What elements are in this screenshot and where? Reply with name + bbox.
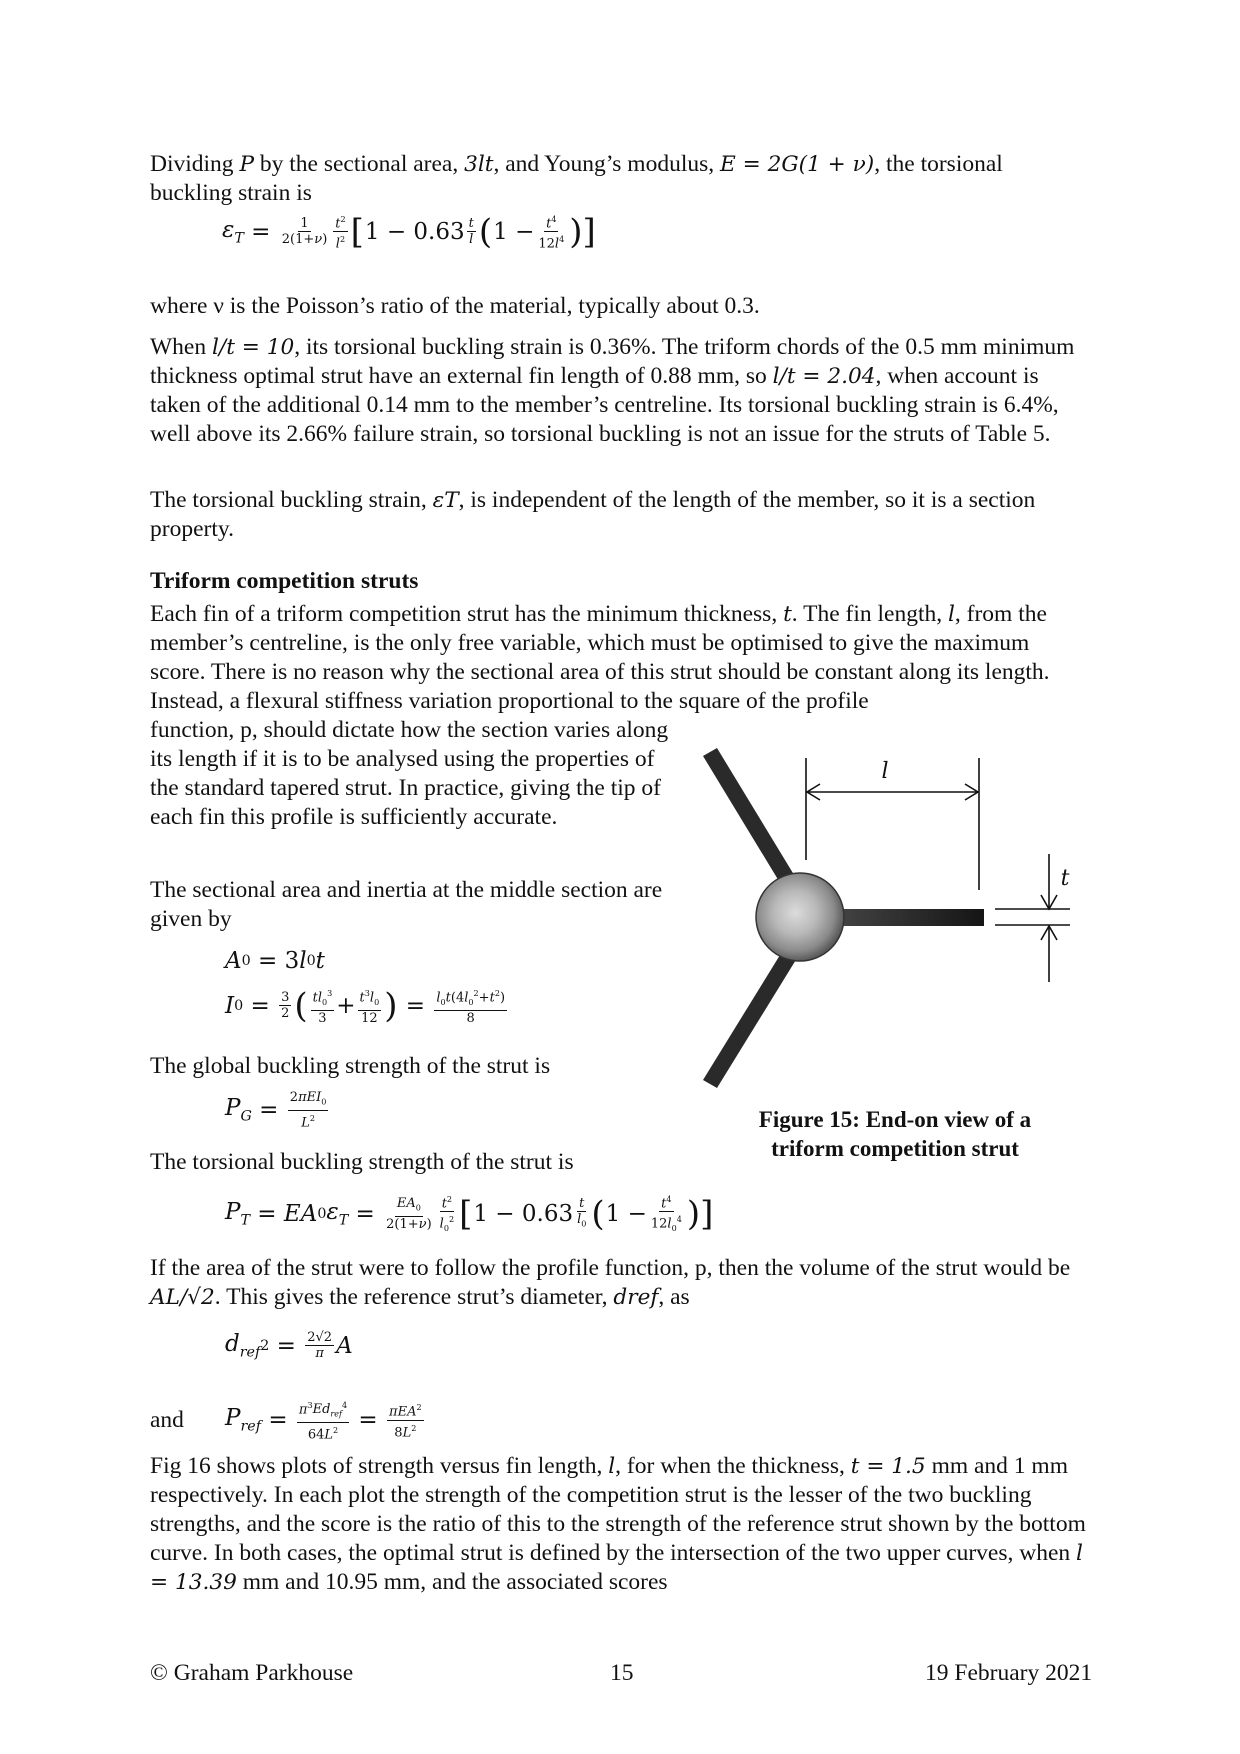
footer-author: © Graham Parkhouse — [150, 1660, 354, 1686]
text: , is independent of the length of the member, so it is a section property. — [150, 487, 1036, 542]
caption-line-1: Figure 15: End-on view of a — [758, 1107, 1032, 1132]
paragraph-section-property — [150, 486, 1090, 544]
equation-I0: I 0 = $\frac{3}{2}$ ( $\frac{tl_0^3}{3}$ + $\frac{t^3l_0}{12}$ ) = $\frac{l_0t(4l_0^2+t^2)}{8}$ — [225, 985, 506, 1026]
math-inline: l = 13.39 — [150, 1541, 1083, 1595]
equation-torsional-strain: $\varepsilon_T$ = $\frac{1}{2(1+\nu)}$ $\frac{t^2}{l^2}$ [ 1 − 0.63 $\frac{t}{l}$ ( 1 − $\frac{t^4}{12l^4}$ )] — [222, 211, 596, 252]
text: Dividing — [150, 151, 240, 177]
text: Each fin of a triform competition strut has the minimum thickness, — [150, 601, 784, 627]
equation-PG: $P_G$ = $\frac{2\pi EI_0}{L^2}$ — [225, 1090, 327, 1130]
math-inline: E = 2G(1 + ν) — [720, 152, 875, 177]
triform-strut-diagram — [680, 720, 1100, 1100]
paragraph-global-buckling: The global buckling strength of the strut is — [150, 1053, 551, 1079]
text: Fig 16 shows plots of strength versus fin length, — [150, 1453, 609, 1479]
math-inline: AL/√2 — [150, 1285, 215, 1310]
math-inline: 3lt — [464, 152, 494, 177]
figure-caption — [740, 1105, 1050, 1163]
text: , and Young’s modulus, — [493, 151, 720, 177]
equation-Pref: and $P_{ref}$ = $\frac{\pi^3Ed_{ref}^4}{64L^2}$ = $\frac{\pi EA^2}{8L^2}$ — [150, 1398, 426, 1442]
text: , its torsional buckling strain is 0.36%. The triform chords of the 0.5 mm minimum thickness optimal strut have an external fin length of 0.88 mm, so — [150, 334, 1075, 389]
text: mm and 10.95 mm, and the associated scores — [236, 1569, 668, 1595]
paragraph-triform-intro — [150, 600, 1090, 716]
text: The torsional buckling strain, — [150, 487, 433, 513]
paragraph-poisson: where ν is the Poisson’s ratio of the material, typically about 0.3. — [150, 293, 760, 319]
paragraph-torsional-buckling: The torsional buckling strength of the strut is — [150, 1149, 574, 1175]
math-inline: εT — [432, 488, 459, 513]
text: , as — [658, 1284, 690, 1310]
and-label: and — [150, 1406, 184, 1433]
paragraph-sectional-area: The sectional area and inertia at the middle section are given by — [150, 877, 663, 932]
math-inline: P — [239, 152, 254, 177]
label-t: t — [1060, 866, 1070, 891]
fin-upper-left — [703, 748, 802, 896]
equation-A0: A 0 = 3 l 0 t — [225, 948, 325, 974]
fin-right — [835, 909, 984, 926]
text: , from the member’s centreline, is the only free variable, which must be optimised to give the maximum score. There is no reason why the sectional area of this strut should be constant along its length. Instead, a flexural stiffness variation proportional to the square of the profile — [150, 601, 1050, 714]
paragraph-fig16 — [150, 1452, 1090, 1597]
paragraph-lt-ratio — [150, 333, 1090, 449]
text: , when account is taken of the additional 0.14 mm to the member’s centreline. Its torsional buckling strain is 6.4%, well above its 2.66% failure strain, so torsional buckling is not an issue for the struts of Table 5. — [150, 363, 1059, 447]
hub-circle — [756, 873, 844, 961]
text: . The fin length, — [791, 601, 948, 627]
equation-PT: $P_T$ = EA 0 $\varepsilon_T$ = $\frac{EA_0}{2(1+\nu)}$ $\frac{t^2}{l_0^2}$ [ 1 − 0.63 $\frac{t}{l_0}$ ( 1 − $\frac{t^4}{12l_0^4}$ )] — [225, 1192, 714, 1236]
math-inline: dref — [613, 1285, 659, 1310]
text: When — [150, 334, 212, 360]
paragraph-torsional-strain-intro — [150, 150, 1090, 208]
text: . This gives the reference strut’s diameter, — [214, 1284, 614, 1310]
math-inline: t — [783, 602, 792, 627]
math-inline: l/t = 2.04 — [772, 364, 876, 389]
math-inline: t = 1.5 — [850, 1454, 926, 1479]
footer-date: 19 February 2021 — [925, 1660, 1093, 1686]
text: mm and 1 mm respectively. In each plot the strength of the competition strut is the lesser of the two buckling strengths, and the score is the ratio of this to the strength of the reference strut shown by the bottom curve. In both cases, the optimal strut is defined by the intersection of the two upper curves, when — [150, 1453, 1086, 1566]
text: by the sectional area, — [253, 151, 465, 177]
label-l: l — [881, 759, 889, 784]
dimension-l — [806, 758, 979, 890]
dimension-t — [995, 854, 1070, 982]
text: , for when the thickness, — [615, 1453, 851, 1479]
math-inline: l — [608, 1454, 616, 1479]
footer-page-number: 15 — [610, 1660, 634, 1686]
math-inline: l — [947, 602, 955, 627]
equation-dref: $d_{ref}$ 2 = $\frac{2√2}{\pi}$ A — [225, 1330, 353, 1361]
caption-line-2: triform competition strut — [771, 1136, 1019, 1161]
text: , the torsional buckling strain is — [150, 151, 1003, 206]
paragraph-reference-strut — [150, 1254, 1090, 1312]
section-heading: Triform competition struts — [150, 568, 419, 594]
fin-lower-left — [703, 942, 802, 1088]
math-inline: l/t = 10 — [212, 335, 295, 360]
paragraph-profile-function: function, p, should dictate how the section varies along its length if it is to be analysed using the properties of the standard tapered strut. In practice, giving the tip of each fin this profile is sufficiently accurate. — [150, 717, 669, 830]
text: If the area of the strut were to follow the profile function, p, then the volume of the strut would be — [150, 1255, 1071, 1281]
